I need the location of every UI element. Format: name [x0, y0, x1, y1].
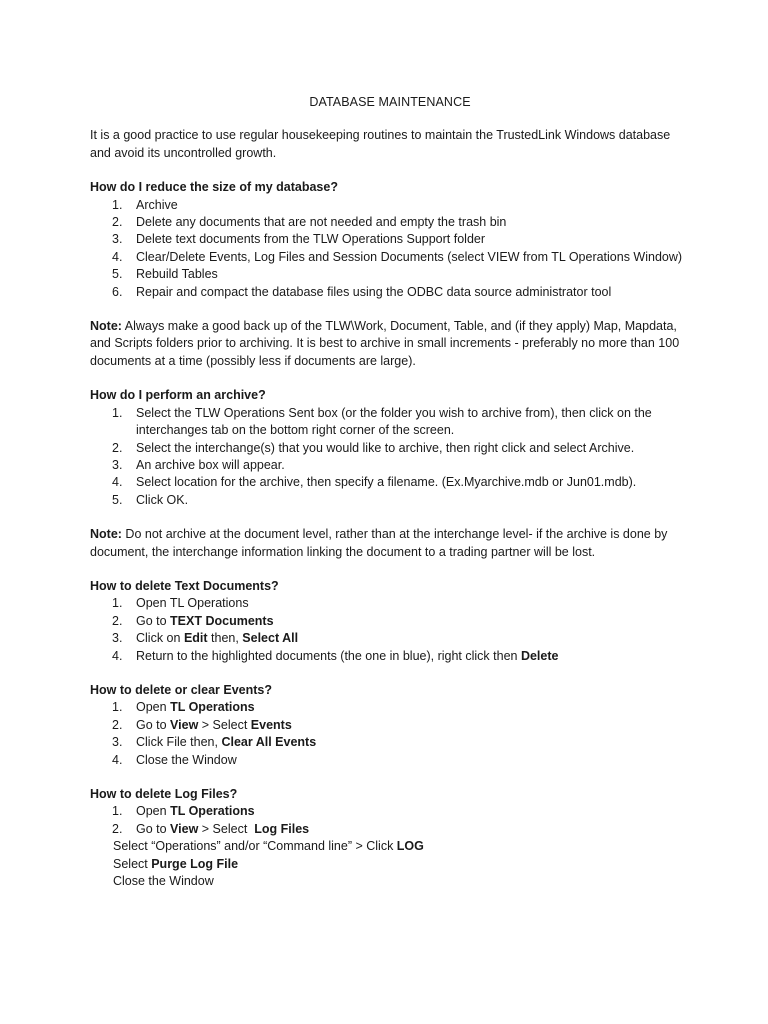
list-item: 2. Select the interchange(s) that you would like to archive, then right click and select Archive.: [112, 440, 635, 455]
list-item: 1. Open TL Operations: [112, 596, 249, 611]
log-step-line: Select Purge Log File: [113, 856, 239, 871]
intro-paragraph: It is a good practice to use regular housekeeping routines to maintain the TrustedLink Windows database and avoid its uncontrolled growth.: [90, 128, 671, 160]
list-item: 1. Archive: [112, 197, 178, 212]
note-label: Note:: [90, 527, 122, 542]
logs-extra-steps: [90, 838, 690, 890]
note-archive-level: Note: Do not archive at the document level, rather than at the interchange level- if the archive is done by document, the interchange information linking the document to a trading partner will be lost.: [90, 527, 668, 559]
list-item: 3. Delete text documents from the TLW Operations Support folder: [112, 232, 486, 247]
list-item: 4. Close the Window: [112, 752, 237, 767]
list-item: 2. Go to TEXT Documents: [112, 613, 274, 628]
list-item: 2. Delete any documents that are not needed and empty the trash bin: [112, 215, 507, 230]
logs-list: [90, 803, 690, 838]
text-docs-heading: How to delete Text Documents?: [90, 578, 279, 593]
events-list: [90, 699, 690, 769]
log-step-line: Close the Window: [113, 874, 214, 889]
list-item: 5. Rebuild Tables: [112, 267, 218, 282]
list-item: 4. Select location for the archive, then specify a filename. (Ex.Myarchive.mdb or Jun01.mdb).: [112, 475, 637, 490]
list-item: 1. Open TL Operations: [112, 804, 255, 819]
list-item: 4. Return to the highlighted documents (the one in blue), right click then Delete: [112, 648, 559, 663]
note-label: Note:: [90, 319, 122, 334]
archive-list: [90, 405, 690, 509]
log-step-line: Select “Operations” and/or “Command line” > Click LOG: [113, 839, 424, 854]
list-item: 2. Go to View > Select Events: [112, 717, 292, 732]
reduce-heading: How do I reduce the size of my database?: [90, 180, 338, 195]
list-item: 5. Click OK.: [112, 492, 189, 507]
list-item: 1. Select the TLW Operations Sent box (or the folder you wish to archive from), then click on the interchanges tab on the bottom right corner of the screen.: [112, 405, 652, 438]
list-item: 3. Click on Edit then, Select All: [112, 631, 299, 646]
reduce-list: [90, 197, 690, 301]
list-item: 1. Open TL Operations: [112, 700, 255, 715]
note-backup: Note: Always make a good back up of the TLW\Work, Document, Table, and (if they apply) Map, Mapdata, and Scripts folders prior to archiving. It is best to archive in small increments - preferably no more than 100 documents at a time (possibly less if documents are large).: [90, 319, 680, 368]
list-item: 4. Clear/Delete Events, Log Files and Session Documents (select VIEW from TL Operations Window): [112, 249, 683, 264]
list-item: 3. Click File then, Clear All Events: [112, 735, 317, 750]
list-item: 6. Repair and compact the database files using the ODBC data source administrator tool: [112, 284, 612, 299]
list-item: 3. An archive box will appear.: [112, 457, 285, 472]
logs-heading: How to delete Log Files?: [90, 787, 238, 801]
text-docs-list: [90, 595, 690, 665]
archive-heading: How do I perform an archive?: [90, 388, 266, 403]
document-title: DATABASE MAINTENANCE: [309, 95, 471, 109]
list-item: 2. Go to View > Select Log Files: [112, 821, 310, 836]
events-heading: How to delete or clear Events?: [90, 682, 272, 697]
document-page: [90, 94, 690, 890]
